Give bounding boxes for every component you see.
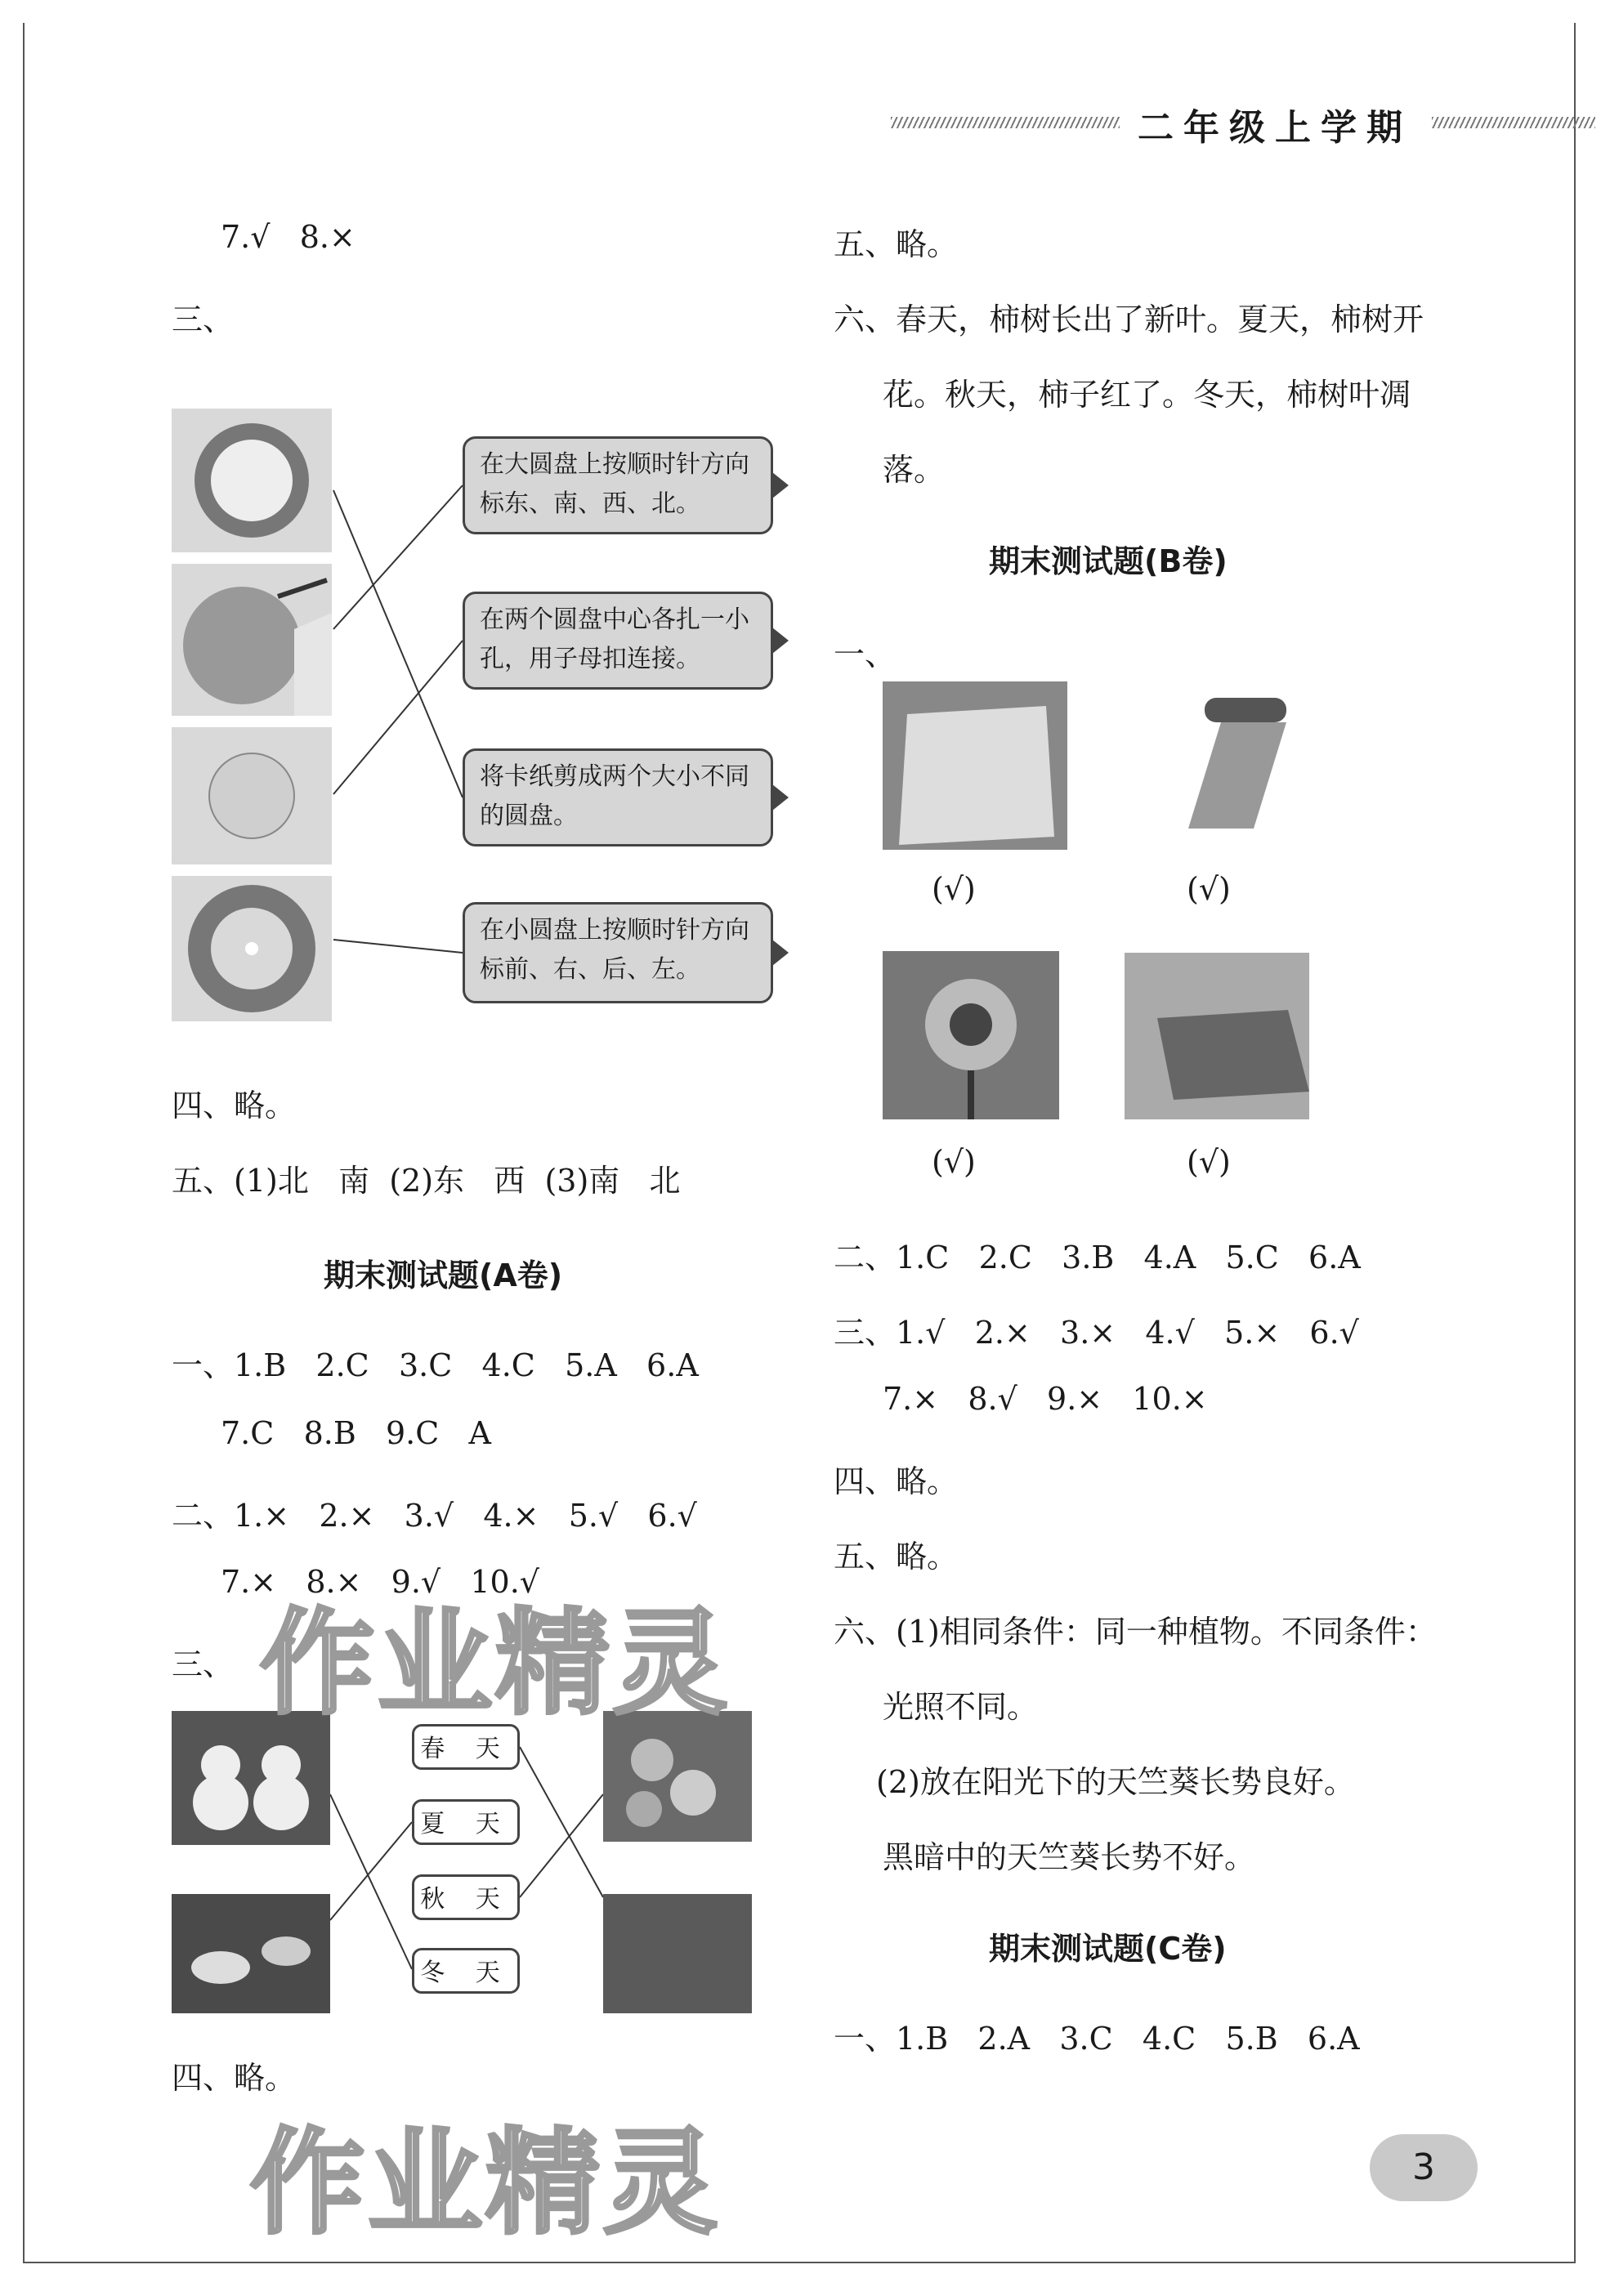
section-heading-b: 期末测试题(B卷) [989, 543, 1228, 579]
season-spring: 春 天 [412, 1724, 520, 1770]
answer-line: 7.× 8.× 9.√ 10.√ [221, 1564, 540, 1600]
answer-line: 一、1.B 2.C 3.C 4.C 5.A 6.A [172, 1347, 699, 1383]
answer-line: 花。秋天，柿子红了。冬天，柿树叶凋 [883, 377, 1411, 413]
quilt-drying-image [883, 681, 1067, 850]
answer-line: 五、略。 [834, 1539, 959, 1575]
solar-panels-image [1125, 953, 1309, 1119]
answer-line: 四、略。 [172, 2060, 297, 2096]
season-summer: 夏 天 [412, 1799, 520, 1845]
answer-line: 四、略。 [834, 1463, 959, 1499]
season-autumn: 秋 天 [412, 1874, 520, 1920]
answer-line: 六、(1)相同条件：同一种植物。不同条件： [834, 1614, 1437, 1650]
watermark: 作业精灵 [260, 1597, 731, 1731]
step-box-3: 将卡纸剪成两个大小不同的圆盘。 [463, 748, 773, 846]
section-heading-a: 期末测试题(A卷) [324, 1257, 563, 1293]
section-heading-c: 期末测试题(C卷) [989, 1931, 1227, 1967]
solar-water-heater-image [1156, 681, 1303, 850]
answer-line: 光照不同。 [883, 1689, 1039, 1725]
lotus-image [172, 1894, 330, 2013]
check-mark: (√) [932, 1144, 976, 1180]
answer-line: 7.√ 8.× [221, 219, 356, 255]
check-mark: (√) [932, 871, 976, 907]
answer-line: (2)放在阳光下的天竺葵长势良好。 [876, 1764, 1355, 1800]
answer-line: 一、1.B 2.A 3.C 4.C 5.B 6.A [834, 2021, 1360, 2057]
answer-line: 五、略。 [834, 226, 959, 262]
answer-line: 二、1.× 2.× 3.√ 4.× 5.√ 6.√ [172, 1498, 697, 1534]
step-box-1: 在大圆盘上按顺时针方向标东、南、西、北。 [463, 436, 773, 534]
section-label: 一、 [834, 637, 897, 672]
section-label: 三、 [172, 302, 235, 337]
answer-line: 7.× 8.√ 9.× 10.× [883, 1381, 1208, 1417]
watermark: 作业精灵 [250, 2117, 722, 2250]
answer-line: 7.C 8.B 9.C A [221, 1415, 491, 1451]
step-box-4: 在小圆盘上按顺时针方向标前、右、后、左。 [463, 902, 773, 1003]
answer-line: 二、1.C 2.C 3.B 4.A 5.C 6.A [834, 1240, 1361, 1275]
answer-line: 六、春天，柿树长出了新叶。夏天，柿树开 [834, 302, 1424, 337]
page-number: 3 [1370, 2134, 1478, 2201]
check-mark: (√) [1187, 871, 1231, 907]
section-label: 三、 [172, 1646, 235, 1682]
check-mark: (√) [1187, 1144, 1231, 1180]
header-title: 二年级上学期 [1138, 107, 1412, 149]
sunflower-image [883, 951, 1059, 1119]
answer-line: 三、1.√ 2.× 3.× 4.√ 5.× 6.√ [834, 1315, 1359, 1351]
answer-line: 五、(1)北 南 (2)东 西 (3)南 北 [172, 1163, 681, 1199]
swallows-willow-image [603, 1894, 752, 2013]
season-winter: 冬 天 [412, 1948, 520, 1994]
step-box-2: 在两个圆盘中心各扎一小孔，用子母扣连接。 [463, 592, 773, 690]
answer-line: 落。 [883, 452, 946, 488]
answer-line: 四、略。 [172, 1088, 297, 1123]
answer-line: 黑暗中的天竺葵长势不好。 [883, 1839, 1256, 1875]
